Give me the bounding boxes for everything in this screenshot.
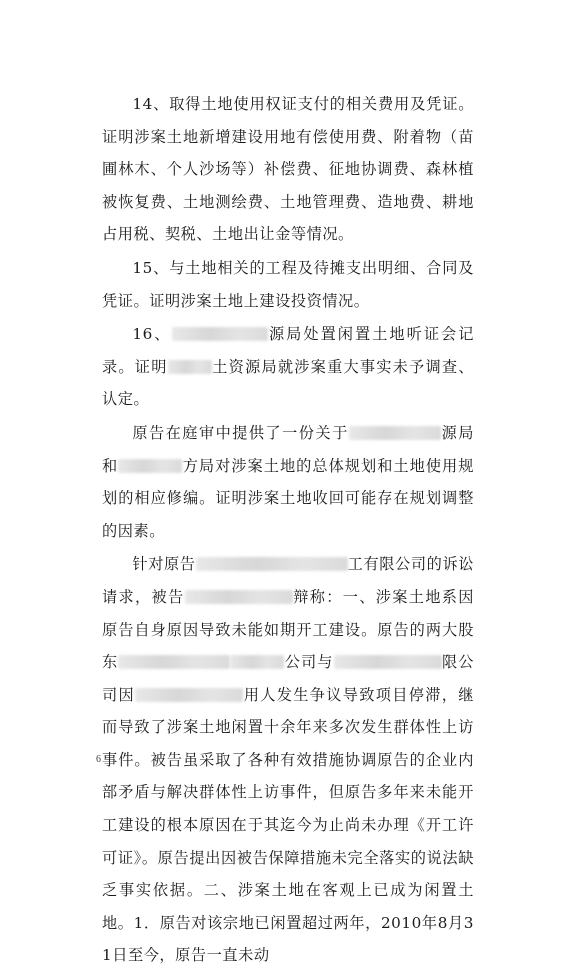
- paragraph-text-part: 源局处置闲置土地听证会记录。证明: [102, 325, 474, 376]
- redaction-block: [172, 327, 268, 341]
- redaction-block: [334, 655, 442, 669]
- paragraph-text-part: 源局和: [102, 423, 474, 475]
- paragraph-text-part: 用人发生争议导致项目停滞，继而导致了涉案土地闲置十余年来多次发生群体性上访事件。被告虽采取了各种有效措施协调原告的企业内部矛盾与解决群体性上访事件，但原告多年来未能开工建设的根本原因在于其迄今为止尚未办理《开工许可证》。原告提出因被告保障措施未完全落实的说法缺乏事实依据。二、涉案土地在客观上已成为闲置土地。1．原告对该宗地已闲置超过两年，2010年8月31日至今，原告一直未动: [102, 685, 474, 965]
- paragraph-text-part: 工有限公司的诉讼请求，被告: [102, 555, 474, 606]
- redaction-block: [230, 655, 284, 669]
- redaction-block: [135, 688, 243, 702]
- redaction-block: [196, 557, 348, 571]
- paragraph-evidence-14: [102, 88, 474, 251]
- document-body: [102, 88, 474, 973]
- paragraph-plaintiff-evidence: [102, 417, 474, 547]
- paragraph-text-part: 土资源局就涉案重大事实未予调查、认定。: [102, 357, 474, 409]
- paragraph-text-part: 辩称：一、涉案土地系因原告自身原因导致未能如期开工建设。原告的两大股东: [102, 587, 474, 672]
- paragraph-text-part: 方局对涉案土地的总体规划和土地使用规划的相应修编。证明涉案土地收回可能存在规划调整的因素。: [102, 456, 474, 540]
- paragraph-defendant-argument: [102, 548, 474, 972]
- redaction-block: [118, 655, 230, 669]
- paragraph-text-part: 针对原告: [132, 555, 196, 574]
- redaction-block: [118, 459, 182, 473]
- paragraph-text-part: 16、: [132, 325, 172, 344]
- redaction-block: [185, 590, 293, 604]
- paragraph-evidence-15: [102, 252, 474, 317]
- page-number: 6: [96, 754, 101, 765]
- redaction-block: [349, 426, 441, 440]
- redaction-block: [168, 360, 212, 374]
- paragraph-text: 15、与土地相关的工程及待摊支出明细、合同及凭证。证明涉案土地上建设投资情况。: [102, 258, 474, 310]
- paragraph-evidence-16: [102, 318, 474, 416]
- paragraph-text: 14、取得土地使用权证支付的相关费用及凭证。证明涉案土地新增建设用地有偿使用费、附着物（苗圃林木、个人沙场等）补偿费、征地协调费、森林植被恢复费、土地测绘费、土地管理费、造地费、耕地占用税、契税、土地出让金等情况。: [102, 95, 474, 244]
- paragraph-text-part: 限公司因: [102, 653, 474, 704]
- paragraph-text-part: 原告在庭审中提供了一份关于: [132, 423, 349, 442]
- paragraph-text-part: 公司与: [284, 653, 334, 672]
